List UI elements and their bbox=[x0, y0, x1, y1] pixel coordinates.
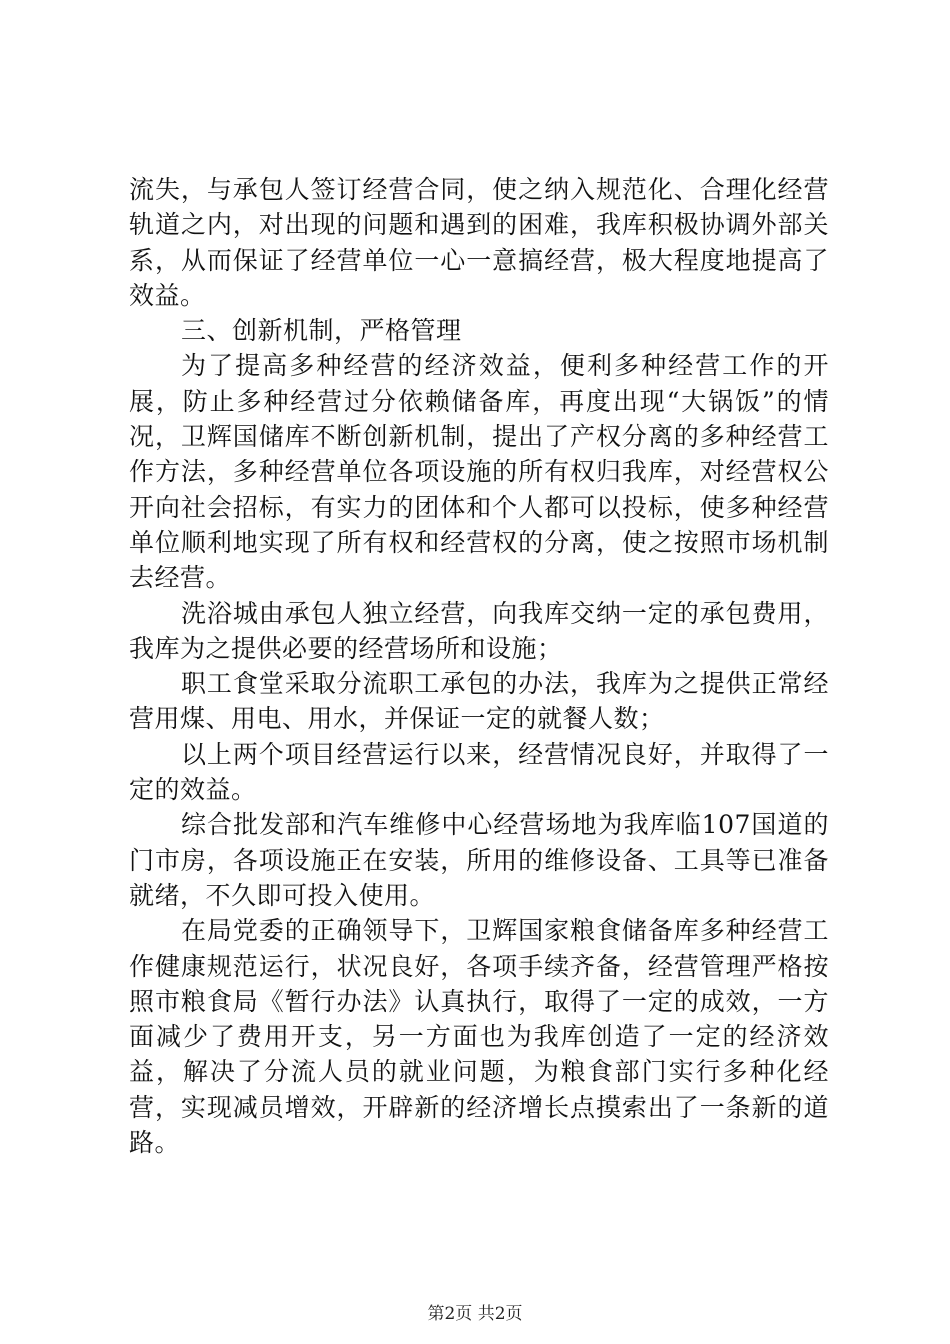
paragraph-mechanism: 为了提高多种经营的经济效益，便利多种经营工作的开展，防止多种经营过分依赖储备库，再度出现“大锅饭”的情况，卫辉国储库不断创新机制，提出了产权分离的多种经营工作方法，多种经营单位各项设施的所有权归我库，对经营权公开向社会招标，有实力的团体和个人都可以投标，使多种经营单位顺利地实现了所有权和经营权的分离，使之按照市场机制去经营。 bbox=[129, 351, 829, 593]
paragraph-bathhouse: 洗浴城由承包人独立经营，向我库交纳一定的承包费用，我库为之提供必要的经营场所和设施； bbox=[129, 598, 829, 663]
page-footer: 第2页 共2页 bbox=[427, 1304, 523, 1324]
paragraph-continued: 流失，与承包人签订经营合同，使之纳入规范化、合理化经营轨道之内，对出现的问题和遇到的困难，我库积极协调外部关系，从而保证了经营单位一心一意搞经营，极大程度地提高了效益。 bbox=[129, 175, 829, 310]
paragraph-wholesale: 综合批发部和汽车维修中心经营场地为我库临107国道的门市房，各项设施正在安装，所用的维修设备、工具等已准备就绪，不久即可投入使用。 bbox=[129, 810, 829, 910]
paragraph-conclusion: 在局党委的正确领导下，卫辉国家粮食储备库多种经营工作健康规范运行，状况良好，各项手续齐备，经营管理严格按照市粮食局《暂行办法》认真执行，取得了一定的成效，一方面减少了费用开支，另一方面也为我库创造了一定的经济效益，解决了分流人员的就业问题，为粮食部门实行多种化经营，实现减员增效，开辟新的经济增长点摸索出了一条新的道路。 bbox=[129, 916, 829, 1158]
paragraph-results: 以上两个项目经营运行以来，经营情况良好，并取得了一定的效益。 bbox=[129, 739, 829, 805]
section-heading: 三、创新机制，严格管理 bbox=[181, 316, 462, 346]
paragraph-canteen: 职工食堂采取分流职工承包的办法，我库为之提供正常经营用煤、用电、用水，并保证一定的就餐人数； bbox=[129, 669, 829, 734]
document-body bbox=[129, 172, 829, 1160]
